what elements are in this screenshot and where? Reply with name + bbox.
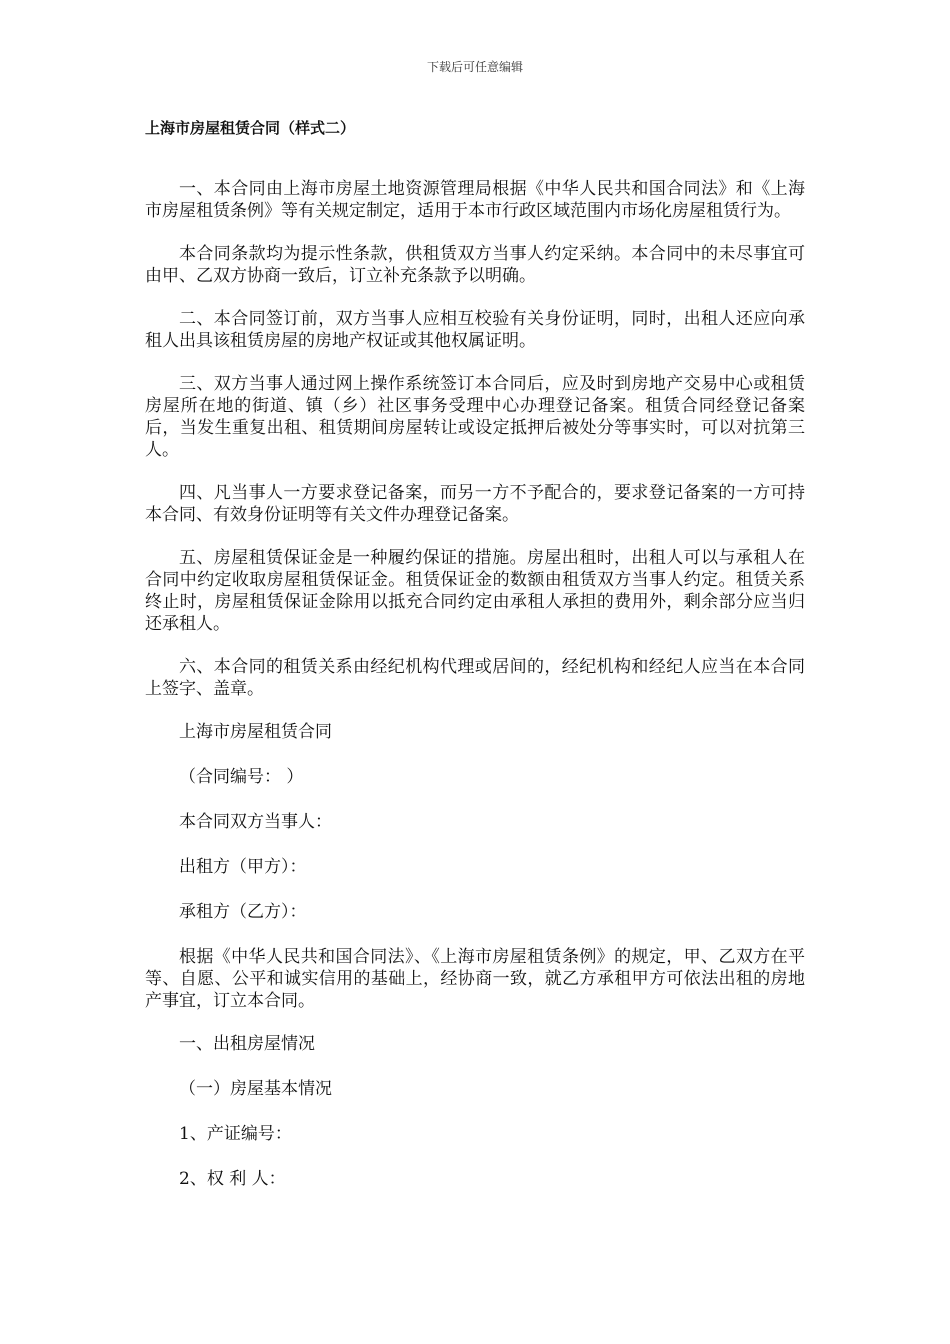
item-right-holder: 2、权 利 人： — [179, 1169, 286, 1189]
subsection-heading-1: （一）房屋基本情况 — [179, 1079, 332, 1099]
contract-heading: 上海市房屋租赁合同 — [179, 722, 332, 742]
header-note: 下载后可任意编辑 — [426, 60, 523, 74]
paragraph-clause-2: 二、本合同签订前，双方当事人应相互校验有关身份证明，同时，出租人还应向承租人出具该租赁房屋的房地产权证或其他权属证明。 — [145, 309, 805, 351]
paragraph-clause-6: 六、本合同的租赁关系由经纪机构代理或居间的，经纪机构和经纪人应当在本合同上签字、盖章。 — [145, 657, 805, 699]
paragraph-clause-5: 五、房屋租赁保证金是一种履约保证的措施。房屋出租时，出租人可以与承租人在合同中约定收取房屋租赁保证金。租赁保证金的数额由租赁双方当事人约定。租赁关系终止时，房屋租赁保证金除用以抵充合同约定由承租人承担的费用外，剩余部分应当归还承租人。 — [145, 548, 805, 634]
document-body — [145, 178, 805, 1213]
lessor-label: 出租方（甲方）： — [179, 857, 307, 877]
preamble-paragraph: 根据《中华人民共和国合同法》、《上海市房屋租赁条例》的规定，甲、乙双方在平等、自愿、公平和诚实信用的基础上，经协商一致，就乙方承租甲方可依法出租的房地产事宜，订立本合同。 — [145, 947, 805, 1011]
document-title: 上海市房屋租赁合同（样式二） — [145, 119, 356, 137]
lessee-label: 承租方（乙方）： — [179, 902, 307, 922]
paragraph-clause-note: 本合同条款均为提示性条款，供租赁双方当事人约定采纳。本合同中的未尽事宜可由甲、乙双方协商一致后，订立补充条款予以明确。 — [145, 244, 805, 286]
paragraph-clause-1: 一、本合同由上海市房屋土地资源管理局根据《中华人民共和国合同法》和《上海市房屋租赁条例》等有关规定制定，适用于本市行政区域范围内市场化房屋租赁行为。 — [145, 179, 805, 221]
paragraph-clause-3: 三、双方当事人通过网上操作系统签订本合同后，应及时到房地产交易中心或租赁房屋所在地的街道、镇（乡）社区事务受理中心办理登记备案。租赁合同经登记备案后，当发生重复出租、租赁期间房屋转让或设定抵押后被处分等事实时，可以对抗第三人。 — [145, 374, 805, 460]
parties-label: 本合同双方当事人： — [179, 812, 332, 832]
item-certificate-number: 1、产证编号： — [179, 1124, 292, 1144]
section-heading-1: 一、出租房屋情况 — [179, 1034, 315, 1054]
paragraph-clause-4: 四、凡当事人一方要求登记备案，而另一方不予配合的，要求登记备案的一方可持本合同、有效身份证明等有关文件办理登记备案。 — [145, 483, 805, 525]
contract-number: （合同编号： ） — [179, 767, 304, 787]
